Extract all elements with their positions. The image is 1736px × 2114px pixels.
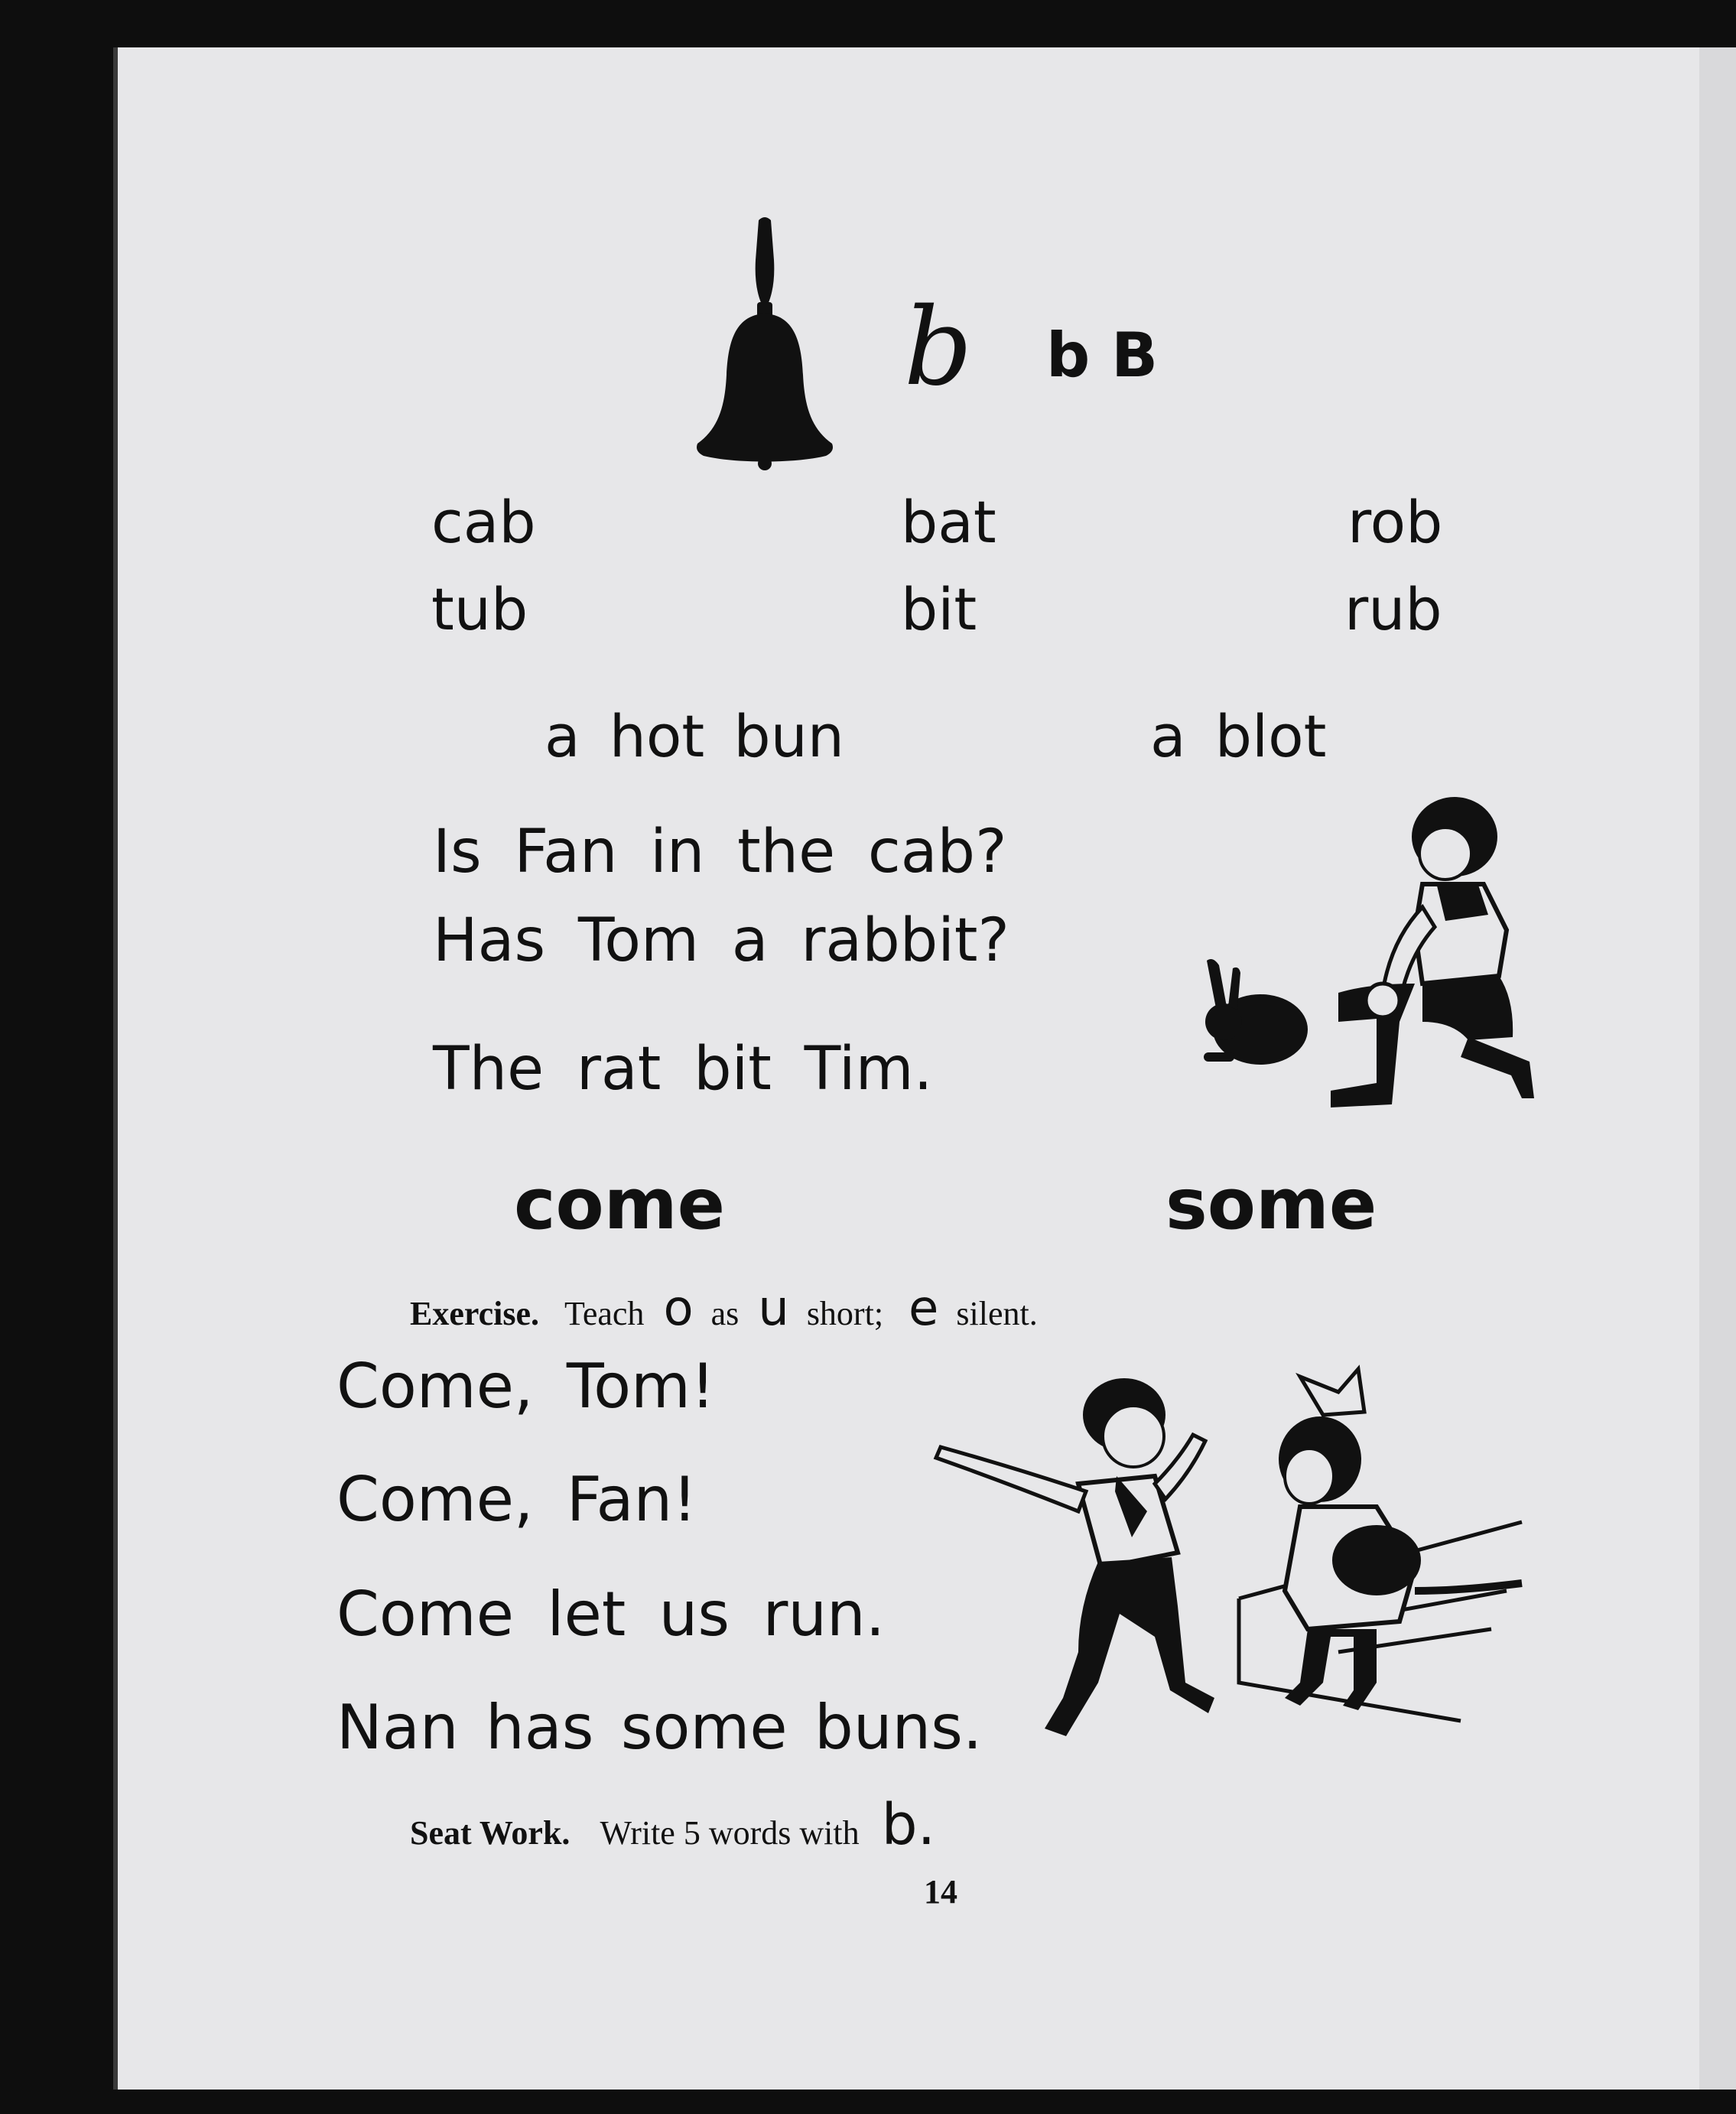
seat-work-note [410, 1794, 935, 1864]
script-letter: b [904, 285, 973, 410]
word-cab: cab [431, 488, 536, 556]
word-tub: tub [431, 575, 528, 643]
exercise-text-as: as [710, 1295, 740, 1332]
sentence-come-run: Come let us run. [336, 1579, 886, 1650]
seat-work-label: Seat Work. [410, 1814, 571, 1852]
sight-word-some: some [1165, 1163, 1377, 1245]
bell-icon [688, 214, 841, 474]
exercise-letter-o: o [663, 1280, 694, 1337]
exercise-note [410, 1282, 1038, 1341]
sentence-rat-tim: The rat bit Tim. [433, 1035, 933, 1104]
seat-work-letter: b. [881, 1792, 936, 1858]
next-page-edge [1699, 47, 1736, 2090]
phrase-hot-bun: a hot bun [545, 702, 844, 770]
boy-with-rabbit-illustration [1193, 792, 1545, 1129]
exercise-text-silent: silent. [956, 1295, 1038, 1332]
sentence-come-fan: Come, Fan! [336, 1464, 697, 1535]
word-rob: rob [1348, 488, 1443, 556]
word-bat: bat [901, 488, 996, 556]
page-number: 14 [924, 1873, 957, 1911]
word-bit: bit [901, 575, 977, 643]
exercise-letter-e: e [909, 1280, 939, 1337]
exercise-text-teach: Teach [564, 1295, 645, 1332]
exercise-text-short: short; [806, 1295, 884, 1332]
exercise-letter-u: u [758, 1280, 789, 1337]
children-illustration [925, 1361, 1537, 1759]
sentence-tom-rabbit: Has Tom a rabbit? [433, 906, 1009, 975]
sentence-come-tom: Come, Tom! [336, 1351, 716, 1422]
sentence-nan-buns: Nan has some buns. [336, 1692, 983, 1763]
phrase-blot: a blot [1150, 702, 1327, 770]
sentence-fan-cab: Is Fan in the cab? [433, 818, 1007, 886]
word-rub: rub [1344, 575, 1442, 643]
seat-work-text: Write 5 words with [600, 1814, 860, 1852]
exercise-label: Exercise. [410, 1295, 540, 1332]
sight-word-come: come [514, 1163, 725, 1245]
print-letters: b B [1046, 320, 1159, 391]
